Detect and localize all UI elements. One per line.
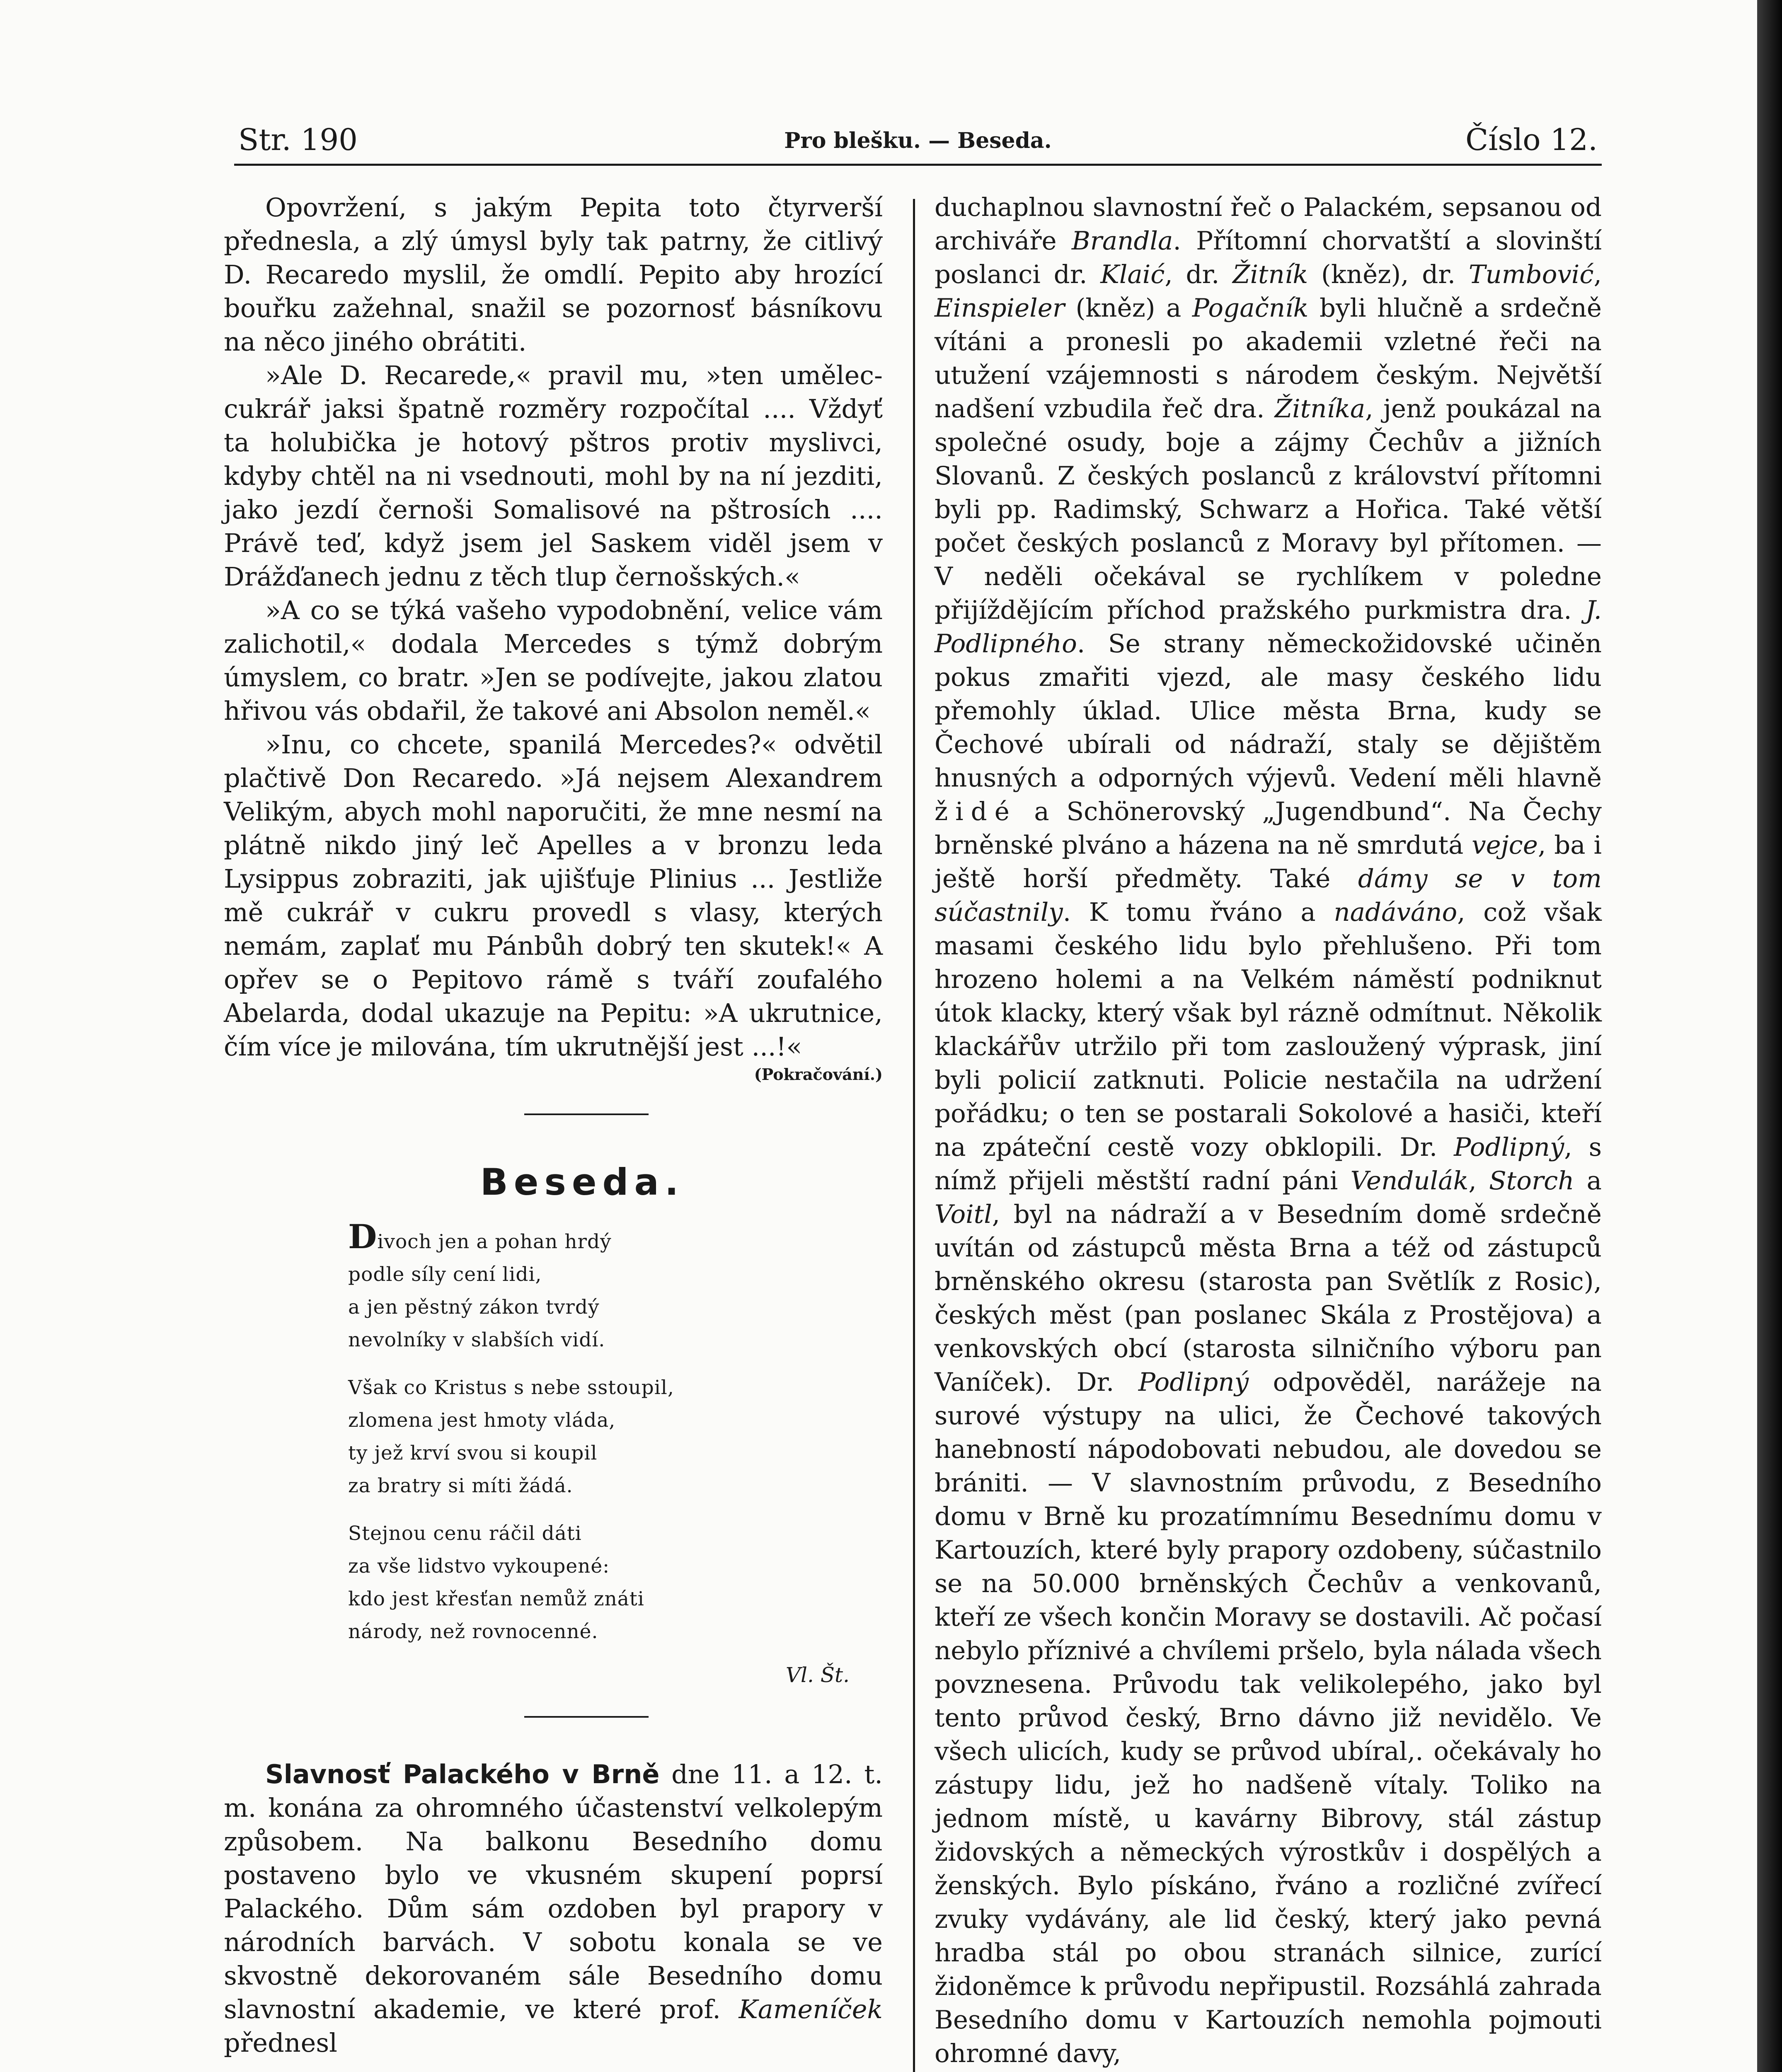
italic-run: Brandla bbox=[1071, 226, 1173, 256]
italic-run: dámy se v tom súčastnily bbox=[935, 864, 1602, 927]
poem-verse: Stejnou cenu ráčil dáti bbox=[348, 1522, 582, 1545]
italic-run: Tumbović bbox=[1468, 260, 1594, 289]
story-paragraph: Opovržení, s jakým Pepita toto čtyrverší přednesla, a zlý úmysl byly tak patrny, že citlivý D. Recaredo myslil, že omdlí. Pepito aby hrozící bouřku zažehnal, snažil se pozornosť básníkovu na něco jiného obrátiti. bbox=[224, 192, 883, 357]
italic-run: nadáváno bbox=[1334, 898, 1458, 927]
text-run: , byl na nádraží a v Besedním domě srdečně uvítán od zástupců města Brna a též od zástupců brněnského okresu (starosta pan Světlík z Rosic), českých měst (pan poslanec Skála z Prostějova) a venkovských obcí (starosta silničního výboru pan Vaníček). Dr. bbox=[935, 1200, 1602, 1397]
right-column bbox=[935, 191, 1602, 2070]
header-rule bbox=[234, 164, 1602, 166]
section-divider bbox=[524, 1716, 649, 1718]
text-run: (kněz), dr. bbox=[1308, 260, 1469, 289]
page-number: Str. 190 bbox=[238, 122, 358, 157]
story-paragraph: »Inu, co chcete, spanilá Mercedes?« odvětil plačtivě Don Recaredo. »Já nejsem Alexandrem Velikým, abych mohl naporučiti, že mne nesmí na plátně nikdo jiný leč Apelles a v bronzu leda Lysippus zobraziti, jak ujišťuje Plinius ... Jestliže mě cukrář v cukru provedl s vlasy, kterých nemám, zaplať mu Pánbůh dobrý ten skutek!« A opřev se o Pepitovo rámě s tváří zoufalého Abelarda, dodal ukazuje na Pepitu: »A ukrutnice, čím více je milována, tím ukrutnější jest ...!« bbox=[224, 729, 883, 1062]
italic-run: J. Podlipného bbox=[935, 595, 1602, 658]
poem-verse: národy, než rovnocenné. bbox=[348, 1620, 598, 1643]
text-run: . Přítomní chorvatští a slovinští poslanci dr. bbox=[935, 226, 1602, 289]
text-run: , jenž poukázal na společné osudy, boje a zájmy Čechův a jižních Slovanů. Z českých poslanců z království přítomni byli pp. Radimský, Schwarz a Hořica. Také větší počet českých poslanců z Moravy byl přítomen. — V neděli očekával se rychlíkem v poledne přijíždějícím příchod pražského purkmistra dra. bbox=[935, 394, 1602, 625]
italic-run: Podlipný bbox=[1138, 1368, 1249, 1397]
column-divider bbox=[913, 199, 915, 2072]
text-run: byli hlučně a srdečně vítáni a pronesli po akademii vzletné řeči na utužení vzájemnosti s národem českým. Největší nadšení vzbudila řeč dra. bbox=[935, 293, 1602, 424]
poem-verse: Však co Kristus s nebe sstoupil, bbox=[348, 1376, 674, 1399]
section-divider bbox=[524, 1113, 649, 1115]
running-title: Pro blešku. — Beseda. bbox=[784, 128, 1052, 153]
text-run: a bbox=[1574, 1166, 1602, 1196]
italic-run: vejce bbox=[1472, 830, 1538, 860]
poem-verse: ty jež krví svou si koupil bbox=[348, 1442, 598, 1464]
text-run: odpověděl, narážeje na surové výstupy na ulici, že Čechové takových hanebností nápodobovati nebudou, ale dovedou se brániti. — V slavnostním průvodu, z Besedního domu v Brně ku prozatímnímu Besednímu domu v Kartouzích, které byly prapory ozdobeny, súčastnilo se na 50.000 brněnských Čechův a venkovanů, kteří ze všech končin Moravy se dostavili. Ač počasí nebylo příznivé a chvílemi pršelo, byla nálada všech povznesena. Průvodu tak velikolepého, jako byl tento průvod český, Brno dávno již nevidělo. Ve všech ulicích, kudy se průvod ubíral,. očekávaly ho zástupy lidu, jež ho nadšeně vítaly. Toliko na jednom místě, u kavárny Bibrovy, stál zástup židovských a německých výrostkův i dospělých a ženských. Bylo pískáno, řváno a rozličné zvířecí zvuky vydávány, ale lid český, který jako pevná hradba stál po obou stranách silnice, zurící židoněmce k průvodu nepřipustil. Rozsáhlá zahrada Besedního domu v Kartouzích nemohla pojmouti ohromné davy, bbox=[935, 1368, 1602, 2068]
text-run: , ba i ještě horší předměty. Také bbox=[935, 830, 1602, 893]
text-run: , což však masami českého lidu bylo přehlušeno. Při tom hrozeno holemi a na Velkém náměstí podniknut útok klacky, který však byl rázně odmítnut. Několik klackářův utržilo při tom zasloužený výprask, jiní byli policií zatknuti. Policie nestačila na udržení pořádku; o ten se postarali Sokolové a hasiči, kteří na zpáteční cestě vozy obklopili. Dr. bbox=[935, 898, 1602, 1162]
italic-run: Voitl bbox=[935, 1200, 992, 1229]
text-run: duchaplnou slavnostní řeč o Palackém, sepsanou od archiváře bbox=[935, 193, 1602, 256]
poem-verse-text: ivoch jen a pohan hrdý bbox=[377, 1230, 612, 1253]
italic-run: Storch bbox=[1489, 1166, 1574, 1196]
poem-verse bbox=[348, 1217, 883, 1258]
article-text: dne 11. a 12. t. m. konána za ohromného účastenství velkolepým způsobem. Na balkonu Besedního domu postaveno bylo ve vkusném skupení poprsí Palackého. Dům sám ozdoben byl prapory v národních barvách. V sobotu konala se ve skvostně dekorovaném sále Besedního domu slavnostní akademie, ve které prof. bbox=[224, 1759, 883, 2024]
poem-verse: podle síly cení lidi, bbox=[348, 1263, 542, 1286]
article-continuation bbox=[935, 191, 1602, 2070]
italic-run: Pogačník bbox=[1192, 293, 1309, 323]
poem-stanza bbox=[348, 1517, 883, 1648]
poem-verse: za vše lidstvo vykoupené: bbox=[348, 1555, 610, 1578]
section-title: Beseda. bbox=[480, 1161, 685, 1203]
italic-run: Einspieler bbox=[935, 293, 1065, 323]
continued-note: (Pokračování.) bbox=[754, 1065, 883, 1084]
text-run: , dr. bbox=[1165, 260, 1233, 289]
text-run: . K tomu řváno a bbox=[1063, 898, 1334, 927]
text-run: , s nímž přijeli městští radní páni bbox=[935, 1133, 1602, 1196]
poem-verse: zlomena jest hmoty vláda, bbox=[348, 1409, 616, 1432]
issue-number: Číslo 12. bbox=[1465, 122, 1598, 157]
poem-verse: a jen pěstný zákon tvrdý bbox=[348, 1296, 600, 1319]
poem-verse: kdo jest křesťan nemůž znáti bbox=[348, 1588, 644, 1610]
text-run: a Schönerovský „Jugendbund“. Na Čechy brněnské plváno a házena na ně smrdutá bbox=[935, 797, 1602, 860]
page-header bbox=[234, 118, 1602, 164]
story-paragraph: »Ale D. Recarede,« pravil mu, »ten umělec-cukrář jaksi špatně rozměry rozpočítal .... Vždyť ta holubička je hotový pštros protiv myslivci, kdyby chtěl na ni vsednouti, mohl by na ní jezditi, jako jezdí černoši Somalisové na pštrosích .... Právě teď, když jsem jel Saskem viděl jsem v Drážďanech jednu z těch tlup černošských.« bbox=[224, 360, 883, 592]
article-paragraph bbox=[224, 1757, 883, 2060]
text-run: , bbox=[1468, 1166, 1489, 1196]
poem-signature: Vl. Št. bbox=[785, 1663, 850, 1687]
article-text: přednesl bbox=[224, 2028, 337, 2058]
scan-edge bbox=[1757, 0, 1782, 2072]
spaced-run: židé bbox=[935, 797, 1017, 826]
poem-dropcap: D bbox=[348, 1217, 378, 1256]
text-run: , bbox=[1593, 260, 1602, 289]
poem-stanza bbox=[348, 1371, 883, 1502]
italic-run: Vendulák bbox=[1350, 1166, 1469, 1196]
article-lead: Slavnosť Palackého v Brně bbox=[265, 1759, 660, 1789]
left-column bbox=[224, 191, 883, 2060]
italic-run: Žitníka bbox=[1274, 394, 1366, 424]
poem-verse: za bratry si míti žádá. bbox=[348, 1474, 573, 1497]
text-run: . Se strany německožidovské učiněn pokus zmařiti vjezd, ale masy českého lidu přemohly úklad. Ulice města Brna, kudy se Čechové ubírali od nádraží, staly se dějištěm hnusných a odporných výjevů. Vedení měli hlavně bbox=[935, 629, 1602, 793]
article-name: Kameníček bbox=[738, 1994, 883, 2024]
poem bbox=[348, 1217, 883, 1648]
poem-verse: nevolníky v slabších vidí. bbox=[348, 1329, 605, 1351]
story-paragraph: »A co se týká vašeho vypodobnění, velice vám zalichotil,« dodala Mercedes s týmž dobrým úmyslem, co bratr. »Jen se podívejte, jakou zlatou hřivou vás obdařil, že takové ani Absolon neměl.« bbox=[224, 595, 883, 726]
italic-run: Klaić bbox=[1100, 260, 1165, 289]
text-run: (kněz) a bbox=[1065, 293, 1192, 323]
poem-stanza bbox=[348, 1217, 883, 1356]
italic-run: Podlipný bbox=[1454, 1133, 1564, 1162]
italic-run: Žitník bbox=[1232, 260, 1308, 289]
